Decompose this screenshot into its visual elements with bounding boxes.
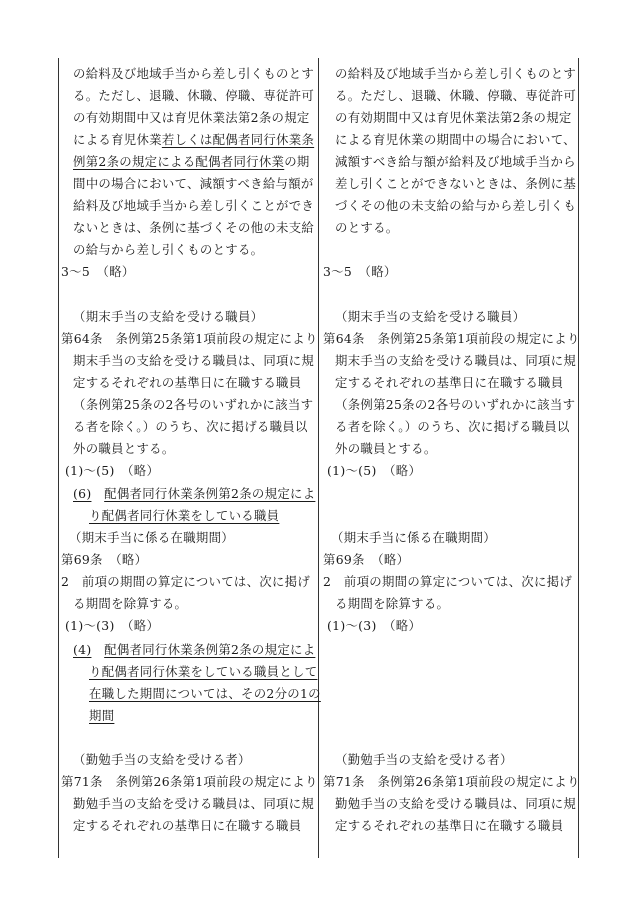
text-line: づくその他の未支給の給与から差し引くも xyxy=(335,198,577,213)
article-heading: 第71条 条例第26条第1項前段の規定により xyxy=(323,774,580,789)
article-caption: （期末手当に係る在職期間） xyxy=(69,530,234,545)
item-range: (1)〜(3) （略） xyxy=(65,618,160,633)
table-left-border xyxy=(58,58,59,858)
article-caption: （期末手当の支給を受ける職員） xyxy=(73,309,264,324)
text-line: （条例第25条の2各号のいずれかに該当す xyxy=(335,397,576,412)
text-line: 例第2条の規定による配偶者同行休業の期 xyxy=(73,154,310,169)
amendment-underline: 配偶者同行休業条例第2条の規定によ xyxy=(104,642,316,657)
item-range: (1)〜(5) （略） xyxy=(65,463,160,478)
article-heading: 第69条 （略） xyxy=(323,552,410,567)
text-line: る。ただし、退職、休職、停職、専従許可 xyxy=(73,88,315,103)
text-line: 間中の場合において、減額すべき給与額が xyxy=(73,176,314,191)
article-heading: 第64条 条例第25条第1項前段の規定により xyxy=(61,331,318,346)
article-caption: （勤勉手当の支給を受ける者） xyxy=(73,752,251,767)
text-line: 定するそれぞれの基準日に在職する職員 xyxy=(73,375,302,390)
text-line: 給料及び地域手当から差し引くことができ xyxy=(73,198,315,213)
text-line: の給料及び地域手当から差し引くものとす xyxy=(73,66,315,81)
text-line: 定するそれぞれの基準日に在職する職員 xyxy=(73,818,302,833)
item-range: (1)〜(3) （略） xyxy=(327,618,422,633)
table-right-border xyxy=(578,58,579,858)
article-heading: 第69条 （略） xyxy=(61,552,148,567)
amendment-underline: 在職した期間については、その2分の1の xyxy=(89,686,321,701)
article-caption: （勤勉手当の支給を受ける者） xyxy=(335,752,513,767)
text-line: る。ただし、退職、休職、停職、専従許可 xyxy=(335,88,577,103)
item-range: (1)〜(5) （略） xyxy=(327,463,422,478)
text-line: 勤勉手当の支給を受ける職員は、同項に規 xyxy=(335,796,577,811)
text-line: る者を除く。）のうち、次に掲げる職員以 xyxy=(73,419,308,434)
text-line: 定するそれぞれの基準日に在職する職員 xyxy=(335,375,564,390)
text-line: る期間を除算する。 xyxy=(73,596,188,611)
amendment-underline: り配偶者同行休業をしている職員 xyxy=(89,508,280,523)
text-line xyxy=(73,642,315,658)
text-line: る者を除く。）のうち、次に掲げる職員以 xyxy=(335,419,570,434)
text-line: 外の職員とする。 xyxy=(73,441,175,456)
article-caption: （期末手当の支給を受ける職員） xyxy=(335,309,526,324)
text-line: 期末手当の支給を受ける職員は、同項に規 xyxy=(73,353,315,368)
text-line: る期間を除算する。 xyxy=(335,596,450,611)
text-line: の有効期間中又は育児休業法第2条の規定 xyxy=(335,110,572,125)
article-heading: 第71条 条例第26条第1項前段の規定により xyxy=(61,774,318,789)
text-line: 減額すべき給与額が給料及び地域手当から xyxy=(335,154,576,169)
text-line: の給料及び地域手当から差し引くものとす xyxy=(335,66,577,81)
amendment-underline: 期間 xyxy=(89,708,115,723)
article-heading: 第64条 条例第25条第1項前段の規定により xyxy=(323,331,580,346)
amendment-underline: (4) xyxy=(73,642,92,657)
text-line: ないときは、条例に基づくその他の未支給 xyxy=(73,220,315,235)
text-line: 差し引くことができないときは、条例に基 xyxy=(335,176,577,191)
amendment-underline: (6) xyxy=(73,486,92,501)
paragraph-number: 2 前項の期間の算定については、次に掲げ xyxy=(323,574,573,589)
text-line: による育児休業の期間中の場合において、 xyxy=(335,132,576,147)
amendment-underline: 例第2条の規定による配偶者同行休業 xyxy=(73,154,285,169)
paragraph-number: 3〜5 （略） xyxy=(61,264,135,279)
paragraph-number: 2 前項の期間の算定については、次に掲げ xyxy=(61,574,311,589)
text-line: （条例第25条の2各号のいずれかに該当す xyxy=(73,397,314,412)
table-center-divider xyxy=(318,58,319,858)
amendment-underline: り配偶者同行休業をしている職員として xyxy=(89,664,318,679)
text-line: による育児休業若しくは配偶者同行休業条 xyxy=(73,132,315,147)
text-line: のとする。 xyxy=(335,220,399,235)
text-line: 勤勉手当の支給を受ける職員は、同項に規 xyxy=(73,796,315,811)
text-line: 外の職員とする。 xyxy=(335,441,437,456)
text-line: の給与から差し引くものとする。 xyxy=(73,242,264,257)
text-line: 期末手当の支給を受ける職員は、同項に規 xyxy=(335,353,577,368)
article-caption: （期末手当に係る在職期間） xyxy=(331,530,496,545)
amendment-underline: 若しくは配偶者同行休業条 xyxy=(161,132,315,147)
text-line: の有効期間中又は育児休業法第2条の規定 xyxy=(73,110,310,125)
amendment-underline: 配偶者同行休業条例第2条の規定によ xyxy=(104,486,316,501)
text-line xyxy=(73,486,315,502)
text-line: 定するそれぞれの基準日に在職する職員 xyxy=(335,818,564,833)
comparison-table xyxy=(58,58,579,858)
paragraph-number: 3〜5 （略） xyxy=(323,264,397,279)
